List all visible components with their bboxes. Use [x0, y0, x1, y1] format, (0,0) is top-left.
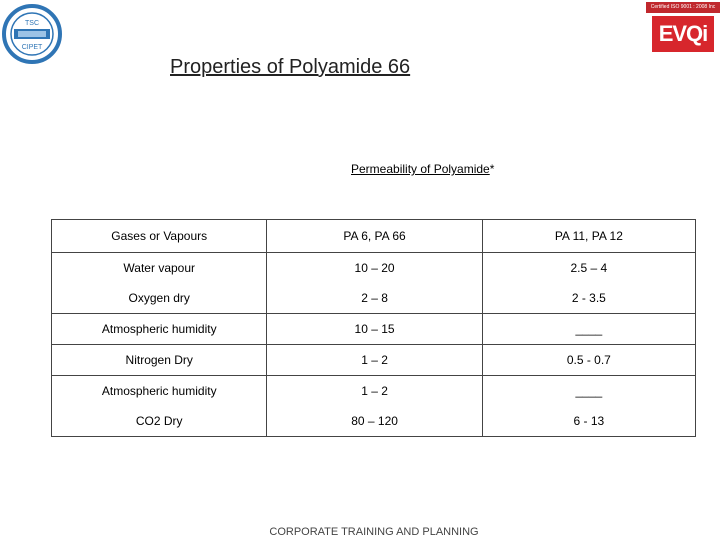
- evqi-logo: [646, 2, 720, 54]
- table-cell: 80 – 120: [267, 406, 482, 437]
- table-subtitle: [351, 162, 494, 176]
- table-cell: 2 – 8: [267, 283, 482, 314]
- ciped-logo-icon: [0, 2, 64, 66]
- table-subtitle-text: Permeability of Polyamide: [351, 162, 490, 176]
- header-pa11-pa12: PA 11, PA 12: [482, 220, 695, 253]
- logo-text-top: TSC: [25, 20, 39, 27]
- table-cell: 0.5 - 0.7: [482, 345, 695, 376]
- table-cell: 2.5 – 4: [482, 253, 695, 284]
- table-cell: Nitrogen Dry: [52, 345, 267, 376]
- footer-text: CORPORATE TRAINING AND PLANNING: [269, 526, 479, 538]
- logo-text-bottom: CIPET: [21, 44, 43, 51]
- table-cell: Atmospheric humidity: [52, 314, 267, 345]
- table-cell: 6 - 13: [482, 406, 695, 437]
- table-cell: 10 – 20: [267, 253, 482, 284]
- table-cell: 1 – 2: [267, 345, 482, 376]
- table-cell: 1 – 2: [267, 376, 482, 407]
- table-row: [52, 406, 696, 437]
- table-cell: 2 - 3.5: [482, 283, 695, 314]
- table-cell: ____: [482, 314, 695, 345]
- page-title: Properties of Polyamide 66: [170, 56, 411, 78]
- table-cell: Atmospheric humidity: [52, 376, 267, 407]
- table-header-row: [52, 220, 696, 253]
- table-row: [52, 314, 696, 345]
- table-cell: Oxygen dry: [52, 283, 267, 314]
- table-row: [52, 345, 696, 376]
- table-row: [52, 376, 696, 407]
- table-cell: 10 – 15: [267, 314, 482, 345]
- table-cell: CO2 Dry: [52, 406, 267, 437]
- table-subtitle-mark: *: [489, 162, 495, 176]
- table-cell: ____: [482, 376, 695, 407]
- evqi-brand: EVQi: [652, 16, 714, 52]
- table-row: [52, 283, 696, 314]
- header-gases: Gases or Vapours: [52, 220, 267, 253]
- certification-strip: Certified ISO 9001 : 2008 Inc: [646, 2, 720, 13]
- ciped-logo: [0, 2, 64, 66]
- table-row: [52, 253, 696, 284]
- header-pa6-pa66: PA 6, PA 66: [267, 220, 482, 253]
- permeability-table: [51, 219, 696, 437]
- table-cell: Water vapour: [52, 253, 267, 284]
